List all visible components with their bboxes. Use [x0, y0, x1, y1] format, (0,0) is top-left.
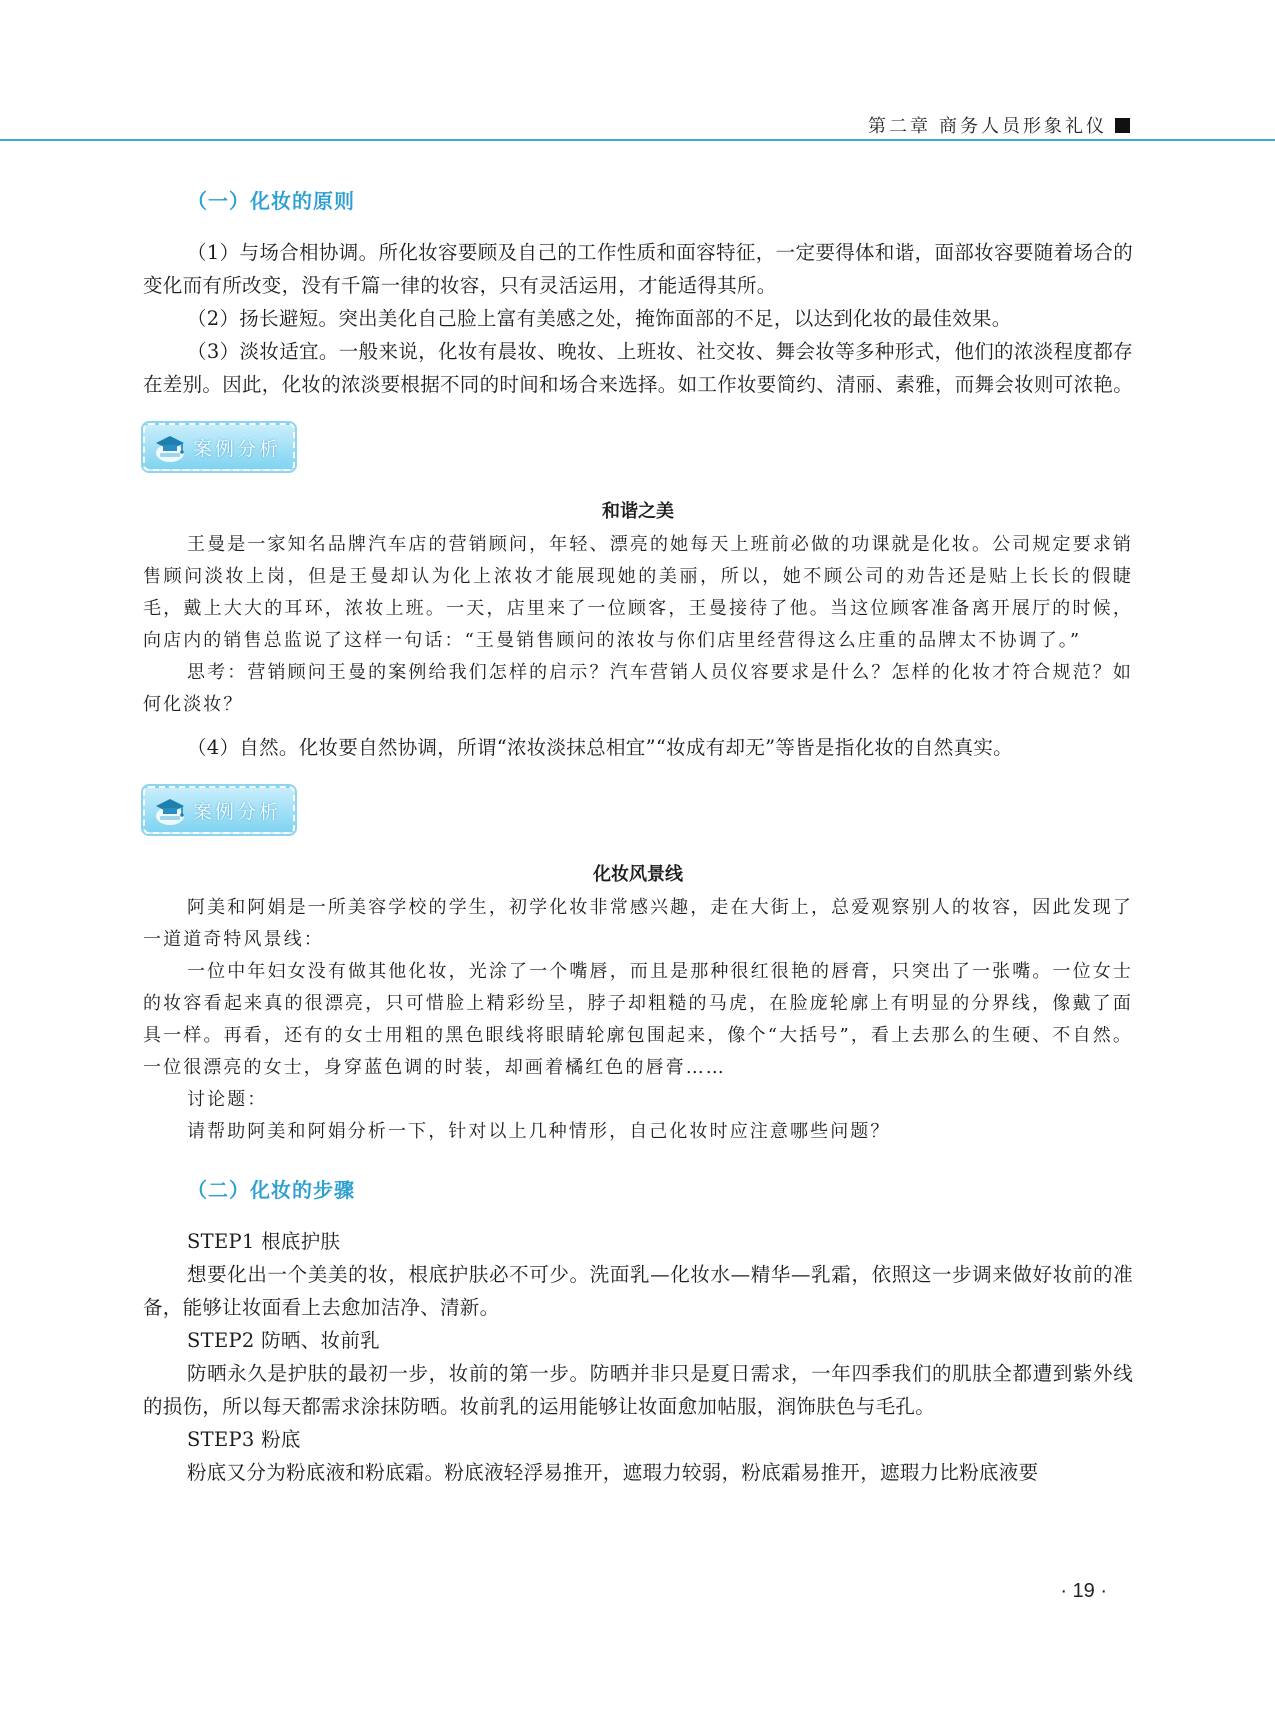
case-paragraph: 王曼是一家知名品牌汽车店的营销顾问，年轻、漂亮的她每天上班前必做的功课就是化妆。公司规定要求销售顾问淡妆上岗，但是王曼却认为化上浓妆才能展现她的美丽，所以，她不顾公司的劝告还是贴上长长的假睫毛，戴上大大的耳环，浓妆上班。一天，店里来了一位顾客，王曼接待了他。当这位顾客准备离开展厅的时候，向店内的销售总监说了这样一句话：“王曼销售顾问的浓妆与你们店里经营得这么庄重的品牌太不协调了。” — [143, 534, 1133, 651]
case-paragraph: 请帮助阿美和阿娟分析一下，针对以上几种情形，自己化妆时应注意哪些问题？ — [187, 1121, 891, 1142]
step-title: STEP3 粉底 — [187, 1428, 301, 1451]
section-heading-principles: （一）化妆的原则 — [187, 189, 355, 213]
paragraph: （2）扬长避短。突出美化自己脸上富有美感之处，掩饰面部的不足，以达到化妆的最佳效果。 — [187, 307, 1012, 330]
chapter-label: 第二章 — [868, 116, 931, 137]
paragraph: 粉底又分为粉底液和粉底霜。粉底液轻浮易推开，遮瑕力较弱，粉底霜易推开，遮瑕力比粉底液要 — [187, 1461, 1039, 1484]
header-square-icon — [1115, 118, 1130, 133]
running-header — [868, 112, 1130, 138]
step-title: STEP2 防晒、妆前乳 — [187, 1329, 380, 1352]
chapter-title: 商务人员形象礼仪 — [939, 116, 1107, 137]
paragraph: （1）与场合相协调。所化妆容要顾及自己的工作性质和面容特征，一定要得体和谐，面部妆容要随着场合的变化而有所改变，没有千篇一律的妆容，只有灵活运用，才能适得其所。 — [143, 241, 1133, 297]
badge-label: 案例分析 — [193, 437, 282, 460]
graduation-cap-icon — [153, 431, 187, 463]
page-number: · 19 · — [1060, 1580, 1107, 1602]
case-analysis-badge — [143, 423, 295, 471]
badge-label: 案例分析 — [193, 800, 282, 823]
case-paragraph: 讨论题： — [187, 1089, 268, 1110]
paragraph: 防晒永久是护肤的最初一步，妆前的第一步。防晒并非只是夏日需求，一年四季我们的肌肤全都遭到紫外线的损伤，所以每天都需求涂抹防晒。妆前乳的运用能够让妆面愈加帖服，润饰肤色与毛孔。 — [143, 1362, 1133, 1418]
paragraph: （3）淡妆适宜。一般来说，化妆有晨妆、晚妆、上班妆、社交妆、舞会妆等多种形式，他们的浓淡程度都存在差别。因此，化妆的浓淡要根据不同的时间和场合来选择。如工作妆要简约、清丽、素雅，而舞会妆则可浓艳。 — [143, 340, 1134, 396]
case-paragraph: 阿美和阿娟是一所美容学校的学生，初学化妆非常感兴趣，走在大街上，总爱观察别人的妆容，因此发现了一道道奇特风景线： — [143, 897, 1133, 950]
section-heading-steps: （二）化妆的步骤 — [187, 1178, 355, 1202]
case-title: 和谐之美 — [602, 501, 674, 522]
case-title: 化妆风景线 — [593, 864, 683, 885]
paragraph: 想要化出一个美美的妆，根底护肤必不可少。洗面乳—化妆水—精华—乳霜，依照这一步调来做好妆前的准备，能够让妆面看上去愈加洁净、清新。 — [143, 1263, 1133, 1319]
header-rule — [0, 139, 1275, 141]
page-content — [143, 185, 1133, 1489]
case-analysis-badge — [143, 786, 295, 834]
case-paragraph: 一位中年妇女没有做其他化妆，光涂了一个嘴唇，而且是那种很红很艳的唇膏，只突出了一张嘴。一位女士的妆容看起来真的很漂亮，只可惜脸上精彩纷呈，脖子却粗糙的马虎，在脸庞轮廓上有明显的分界线，像戴了面具一样。再看，还有的女士用粗的黑色眼线将眼睛轮廓包围起来，像个“大括号”，看上去那么的生硬、不自然。一位很漂亮的女士，身穿蓝色调的时装，却画着橘红色的唇膏…… — [143, 961, 1133, 1078]
paragraph: （4）自然。化妆要自然协调，所谓“浓妆淡抹总相宜”“妆成有却无”等皆是指化妆的自然真实。 — [187, 736, 1013, 759]
step-title: STEP1 根底护肤 — [187, 1230, 341, 1253]
case-paragraph: 思考：营销顾问王曼的案例给我们怎样的启示？汽车营销人员仪容要求是什么？怎样的化妆才符合规范？如何化淡妆？ — [143, 662, 1133, 715]
graduation-cap-icon — [153, 794, 187, 826]
